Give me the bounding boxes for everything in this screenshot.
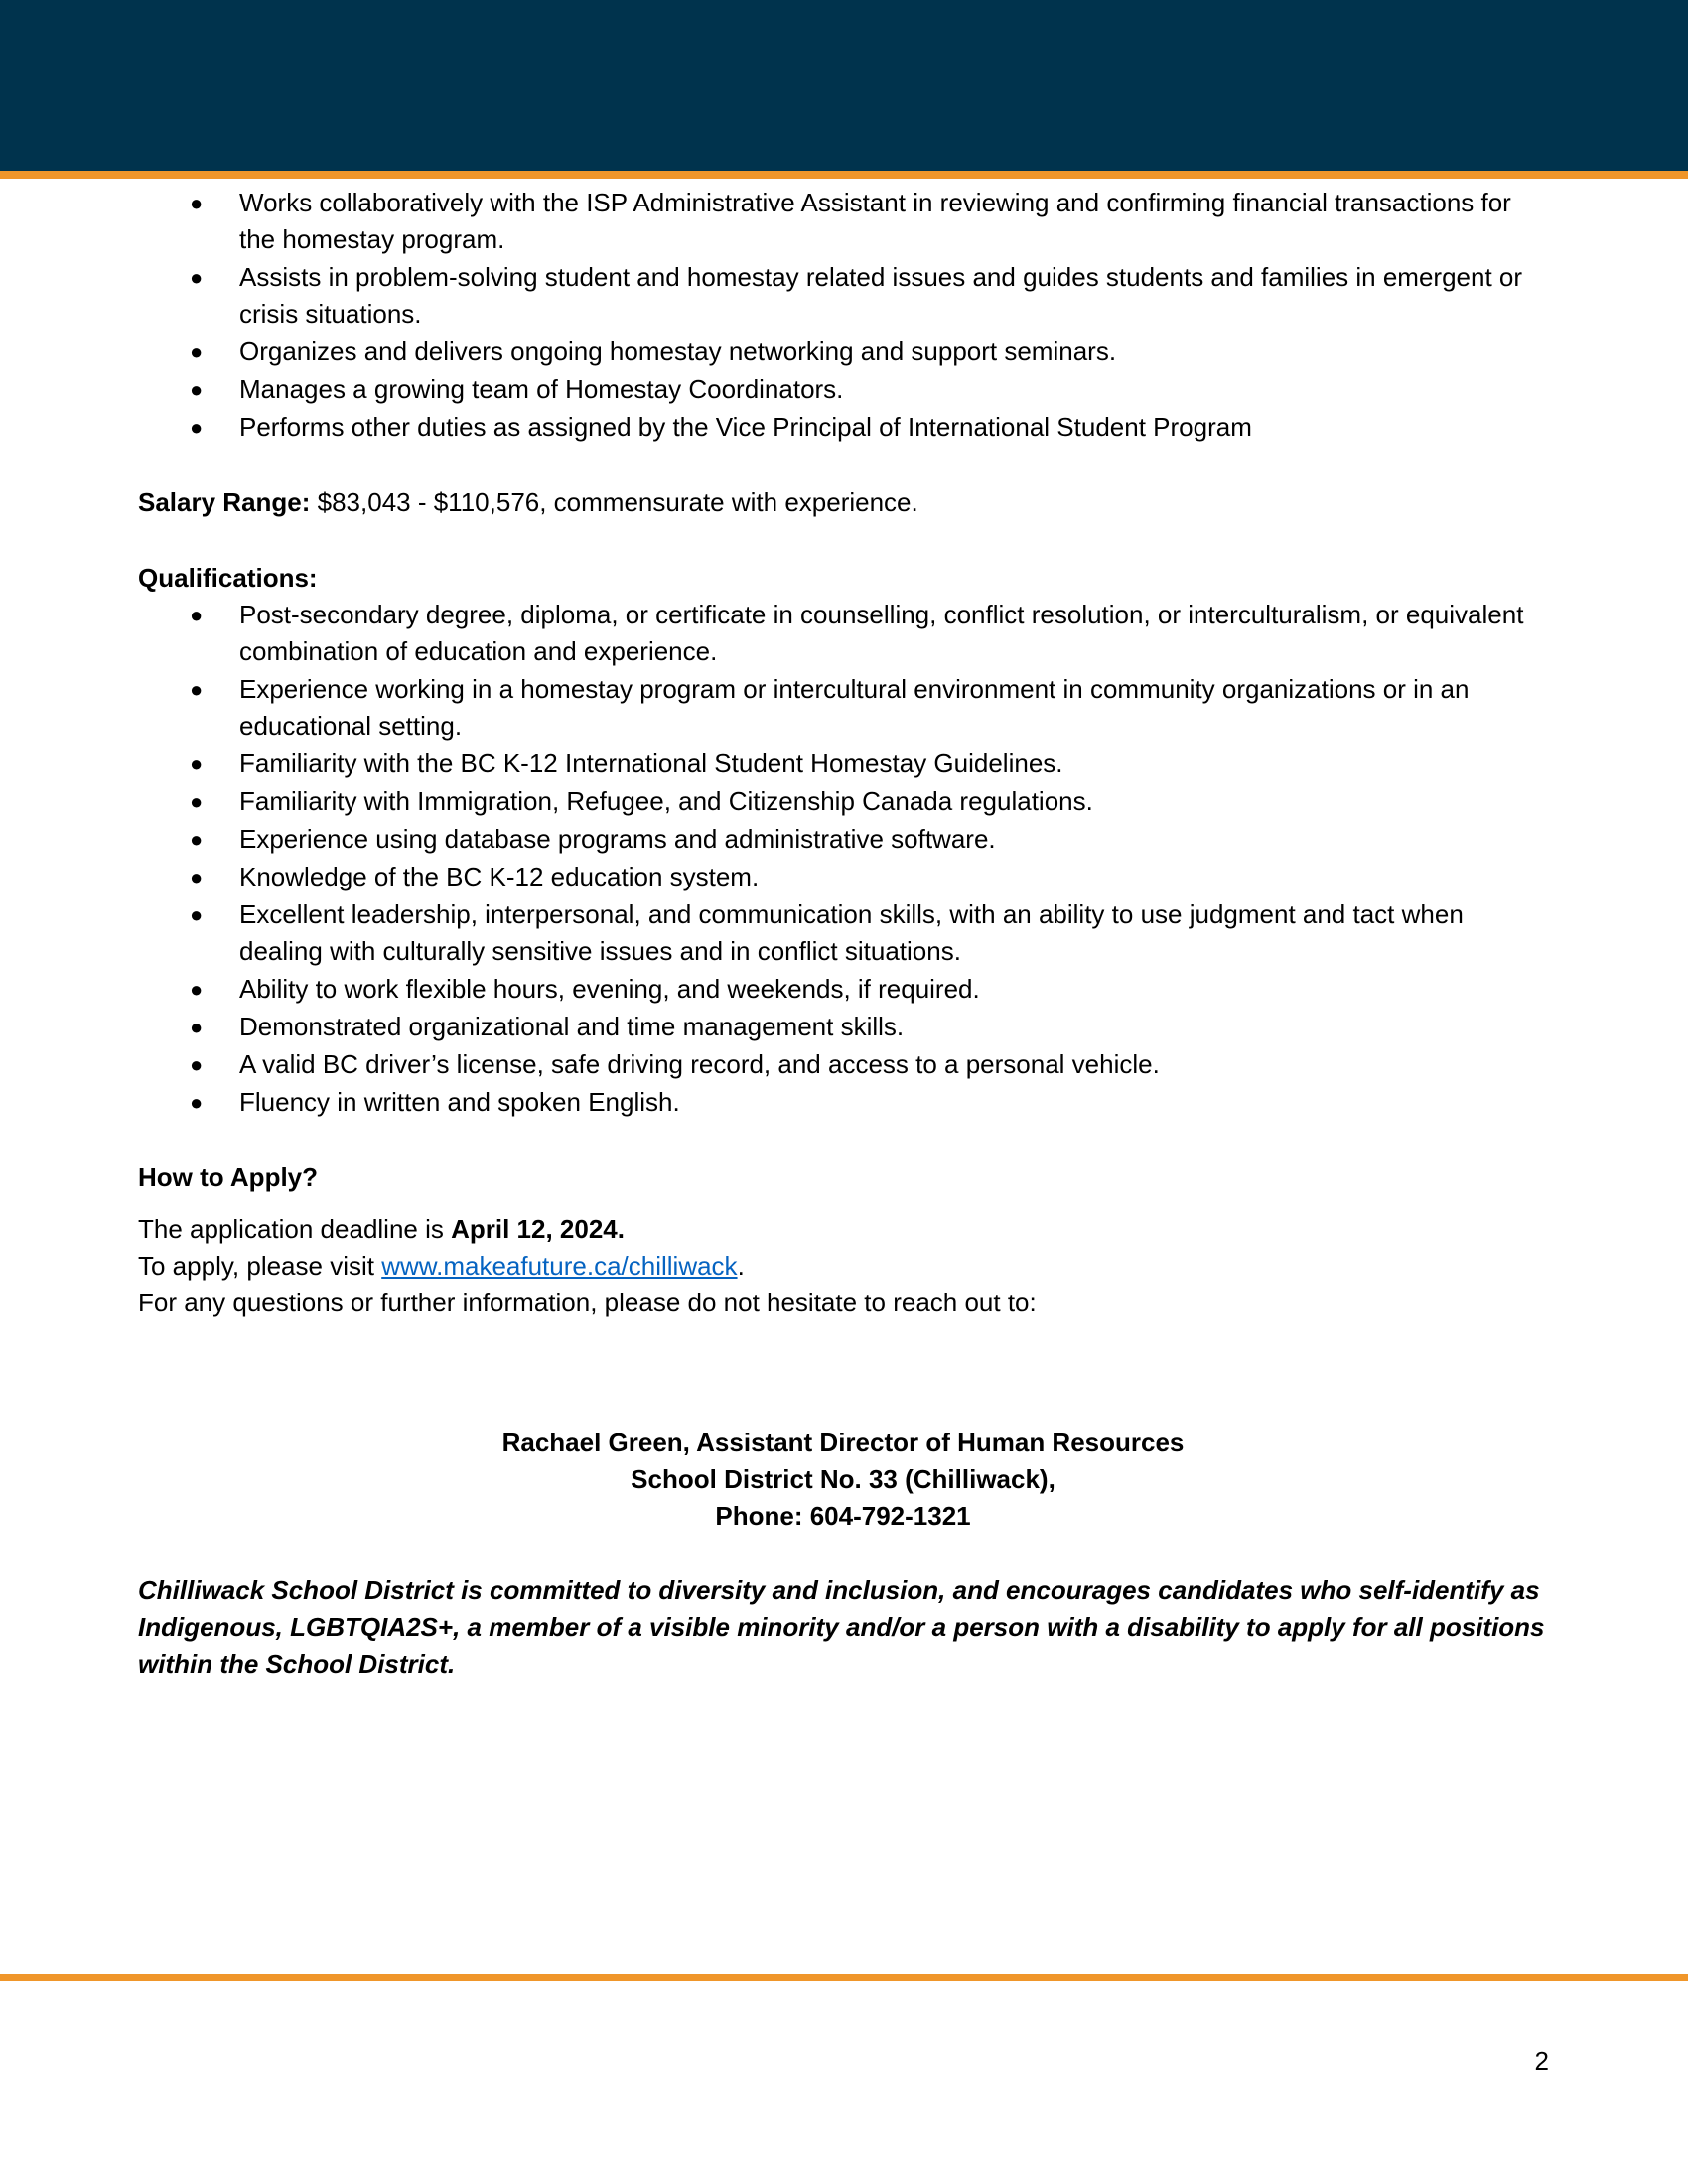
bullet-icon: ● xyxy=(190,902,204,927)
contact-phone: Phone: 604-792-1321 xyxy=(715,1501,971,1531)
contact-name: Rachael Green, Assistant Director of Human Resources xyxy=(501,1428,1185,1457)
bullet-icon: ● xyxy=(190,977,204,1002)
qualification-text: Post-secondary degree, diploma, or certificate in counselling, conflict resolution, or interculturalism, or equivalent combination of education and experience. xyxy=(239,600,1524,666)
list-item xyxy=(138,1084,1548,1121)
bullet-icon: ● xyxy=(190,1090,204,1115)
deadline-line xyxy=(138,1211,1548,1248)
list-item xyxy=(138,409,1548,446)
bullet-icon: ● xyxy=(190,603,204,627)
list-item xyxy=(138,1046,1548,1083)
apply-visit-line xyxy=(138,1248,1548,1285)
list-item xyxy=(138,783,1548,820)
qualification-text: Ability to work flexible hours, evening, and weekends, if required. xyxy=(239,974,980,1004)
duty-text: Works collaboratively with the ISP Administrative Assistant in reviewing and confirming financial transactions for the homestay program. xyxy=(239,188,1511,254)
visit-prefix: To apply, please visit xyxy=(138,1251,382,1281)
page-number: 2 xyxy=(1534,2046,1549,2076)
qualification-text: Demonstrated organizational and time management skills. xyxy=(239,1012,905,1041)
bullet-icon: ● xyxy=(190,789,204,814)
contact-organization: School District No. 33 (Chilliwack), xyxy=(631,1464,1055,1494)
list-item xyxy=(138,334,1548,370)
duty-text: Performs other duties as assigned by the Vice Principal of International Student Program xyxy=(239,412,1252,442)
qualifications-list xyxy=(138,597,1548,1121)
duty-text: Assists in problem-solving student and homestay related issues and guides students and families in emergent or crisis situations. xyxy=(239,262,1523,329)
list-item xyxy=(138,821,1548,858)
deadline-prefix: The application deadline is xyxy=(138,1214,452,1244)
duty-text: Manages a growing team of Homestay Coordinators. xyxy=(239,374,844,404)
bullet-icon: ● xyxy=(190,827,204,852)
header-band xyxy=(0,0,1688,171)
list-item xyxy=(138,1009,1548,1045)
salary-value: $83,043 - $110,576, commensurate with experience. xyxy=(310,487,918,517)
bullet-icon: ● xyxy=(190,1052,204,1077)
list-item xyxy=(138,259,1548,333)
qualification-text: Fluency in written and spoken English. xyxy=(239,1087,680,1117)
header-accent-rule xyxy=(0,171,1688,179)
salary-label: Salary Range: xyxy=(138,487,311,517)
list-item xyxy=(138,597,1548,670)
bullet-icon: ● xyxy=(190,751,204,776)
bullet-icon: ● xyxy=(190,377,204,402)
footer-accent-rule xyxy=(0,1974,1688,1981)
how-to-apply-heading: How to Apply? xyxy=(138,1162,319,1192)
qualification-text: Experience working in a homestay program or intercultural environment in community organizations or in an educational setting. xyxy=(239,674,1470,741)
diversity-statement: Chilliwack School District is committed to diversity and inclusion, and encourages candidates who self-identify as Indigenous, LGBTQIA2S+, a member of a visible minority and/or a person with a disability to apply for all positions within the School District. xyxy=(138,1575,1545,1679)
salary-range xyxy=(138,484,1548,521)
bullet-icon: ● xyxy=(190,865,204,889)
bullet-icon: ● xyxy=(190,191,204,215)
page-content xyxy=(138,185,1548,1708)
bullet-icon: ● xyxy=(190,340,204,364)
deadline-date: April 12, 2024. xyxy=(451,1214,625,1244)
list-item xyxy=(138,371,1548,408)
qualification-text: Familiarity with Immigration, Refugee, and Citizenship Canada regulations. xyxy=(239,786,1093,816)
visit-suffix: . xyxy=(737,1251,745,1281)
bullet-icon: ● xyxy=(190,677,204,702)
duties-list xyxy=(138,185,1548,446)
bullet-icon: ● xyxy=(190,1015,204,1039)
bullet-icon: ● xyxy=(190,415,204,440)
qualification-text: Knowledge of the BC K-12 education system. xyxy=(239,862,760,891)
qualification-text: A valid BC driver’s license, safe driving record, and access to a personal vehicle. xyxy=(239,1049,1160,1079)
list-item xyxy=(138,859,1548,895)
list-item xyxy=(138,746,1548,782)
qualification-text: Excellent leadership, interpersonal, and communication skills, with an ability to use judgment and tact when dealing with culturally sensitive issues and in conflict situations. xyxy=(239,899,1464,966)
list-item xyxy=(138,896,1548,970)
qualification-text: Familiarity with the BC K-12 International Student Homestay Guidelines. xyxy=(239,749,1063,778)
bullet-icon: ● xyxy=(190,265,204,290)
contact-block xyxy=(138,1425,1548,1535)
list-item xyxy=(138,971,1548,1008)
apply-link[interactable]: www.makeafuture.ca/chilliwack xyxy=(381,1251,738,1281)
qualifications-heading: Qualifications: xyxy=(138,563,318,593)
qualification-text: Experience using database programs and administrative software. xyxy=(239,824,996,854)
list-item xyxy=(138,185,1548,258)
questions-line: For any questions or further information, please do not hesitate to reach out to: xyxy=(138,1288,1037,1317)
duty-text: Organizes and delivers ongoing homestay networking and support seminars. xyxy=(239,337,1117,366)
list-item xyxy=(138,671,1548,745)
